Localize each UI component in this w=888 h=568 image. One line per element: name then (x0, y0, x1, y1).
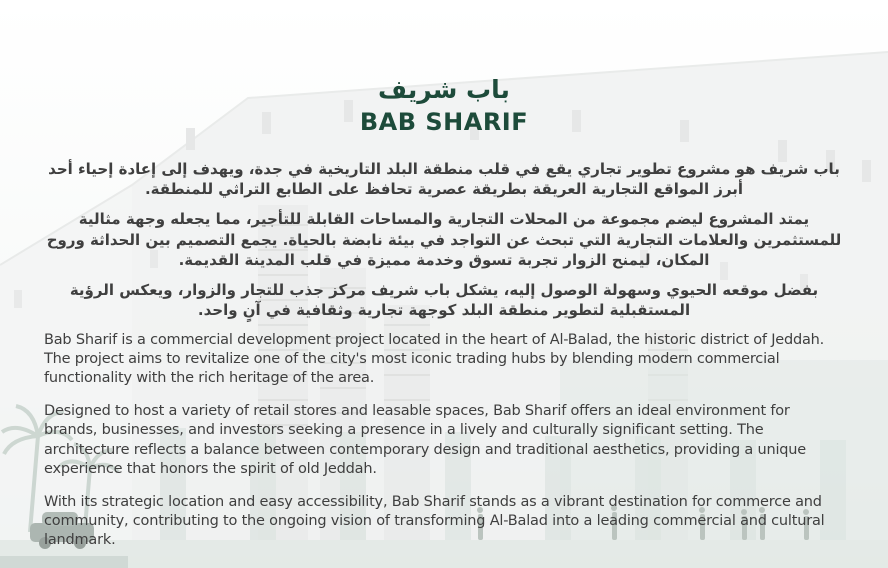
arabic-description-section (44, 159, 844, 321)
english-paragraph-1: Bab Sharif is a commercial development project located in the heart of Al-Balad, the historic district of Jeddah. The project aims to revitalize one of the city's most iconic trading hubs by blending modern commercial functionality with the rich heritage of the area. (44, 331, 825, 387)
arabic-paragraph-2: يمتد المشروع ليضم مجموعة من المحلات التجارية والمساحات القابلة للتأجير، مما يجعله وجهة مثالية للمستثمرين والعلامات التجارية التي تبحث عن التواجد في بيئة نابضة بالحياة. يجمع التصميم بين الحداثة وروح المكان، ليمنح الزوار تجربة تسوق وخدمة مميزة في قلب المدينة القديمة. (46, 210, 842, 269)
page-title-arabic: باب شريف (378, 75, 510, 104)
english-description-section (44, 331, 844, 551)
page-title-english: BAB SHARIF (359, 107, 529, 136)
page-header (44, 76, 844, 135)
english-paragraph-3: With its strategic location and easy accessibility, Bab Sharif stands as a vibrant destination for commerce and community, contributing to the ongoing vision of transforming Al-Balad into a leading commercial and cultural landmark. (44, 493, 825, 549)
arabic-paragraph-3: بفضل موقعه الحيوي وسهولة الوصول إليه، يشكل باب شريف مركز جذب للتجار والزوار، ويعكس الرؤية المستقبلية لتطوير منطقة البلد كوجهة تجارية وثقافية في آنٍ واحد. (69, 281, 819, 320)
arabic-paragraph-1: باب شريف هو مشروع تطوير تجاري يقع في قلب منطقة البلد التاريخية في جدة، ويهدف إلى إعادة إحياء أحد أبرز المواقع التجارية العريقة بطريقة عصرية تحافظ على الطابع التراثي للمنطقة. (48, 159, 840, 199)
english-paragraph-2: Designed to host a variety of retail stores and leasable spaces, Bab Sharif offers an ideal environment for brands, businesses, and investors seeking a presence in a lively and culturally significant setting. The architecture reflects a balance between contemporary design and traditional aesthetics, providing a unique experience that honors the spirit of old Jeddah. (44, 402, 806, 478)
